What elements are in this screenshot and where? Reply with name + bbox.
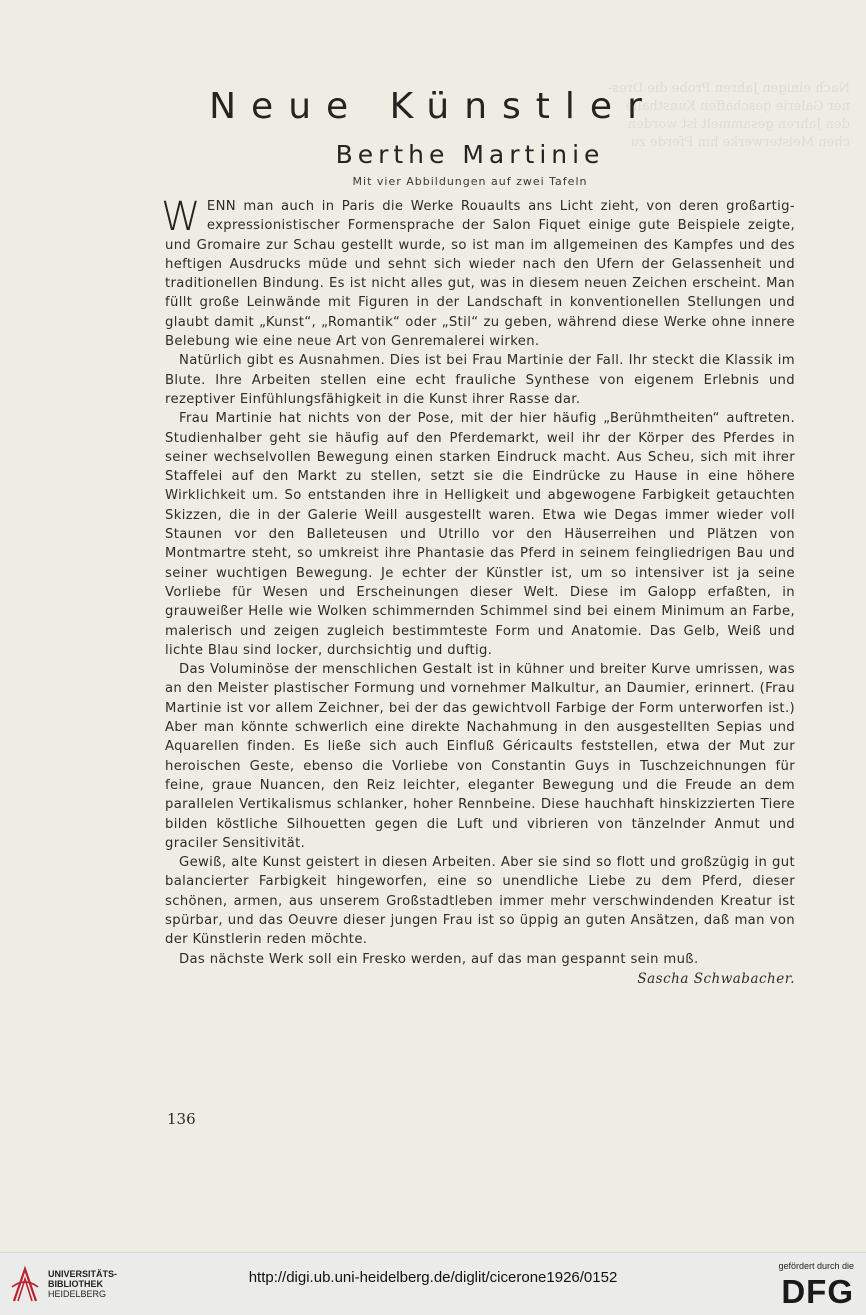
paragraph: Das Voluminöse der menschlichen Gestalt ist in kühner und breiter Kurve umrissen, was an den Meister plastischer Formung und vornehmer Malkultur, an Daumier, erinnert. (Frau Martinie ist vor allem Zeichner, bei der das gewichtvoll Farbige der Form unterworfen ist.) Aber man könnte schwerlich eine direkte Nachahmung in den ausgestellten Sepias und Aquarellen finden. Es ließe sich auch Einfluß Géricaults feststellen, etwa der Mut zur heroischen Geste, ebenso die Vorliebe von Constantin Guys in Tuschzeichnungen für feine, graue Nuancen, den Reiz leichter, eleganter Bewegung und die Freude an dem parallelen Vertikalismus schlanker, hoher Rennbeine. Diese hauchhaft hinskizzierten Tiere bilden köstliche Silhouetten gegen die Luft und vibrieren von tänzelnder Anmut und graciler Sensitivität. bbox=[165, 662, 795, 851]
bleed-through-text: Nach einigen Jahren Probe die Dres- ner Galerie geschaffen Kunsthalle den Jahren gesammelt ist worden chen Meisterwerke hin Pferde zu bbox=[607, 81, 850, 150]
funding-note: gefördert durch die bbox=[778, 1261, 854, 1271]
paragraph: Gewiß, alte Kunst geistert in diesen Arbeiten. Aber sie sind so flott und großzügig in gut balancierter Farbigkeit hingeworfen, eine so unendliche Liebe zu dem Pferd, dieser schönen, armen, aus unserem Großstadtleben immer mehr verschwindenden Kreatur ist spürbar, und das Oeuvre dieser jungen Frau ist so üppig an guten Ansätzen, daß man von der Künstlerin reden möchte. bbox=[165, 855, 795, 948]
author-signature: Sascha Schwabacher. bbox=[637, 970, 795, 987]
dfg-logo-icon[interactable]: DFG bbox=[781, 1273, 854, 1310]
paragraph: Natürlich gibt es Ausnahmen. Dies ist bei Frau Martinie der Fall. Ihr steckt die Klassik im Blute. Ihre Arbeiten stellen eine echt frauliche Synthese von eigenem Erlebnis und rezeptiver Einfühlungsfähigkeit in die Kunst ihrer Rasse dar. bbox=[165, 353, 795, 407]
digital-library-url[interactable]: http://digi.ub.uni-heidelberg.de/diglit/cicerone1926/0152 bbox=[248, 1269, 618, 1286]
paragraph: Das nächste Werk soll ein Fresko werden, auf das man gespannt sein muß. bbox=[179, 951, 699, 967]
article-subtitle: Berthe Martinie bbox=[335, 140, 605, 169]
drop-cap: W bbox=[161, 194, 201, 240]
library-name[interactable]: UNIVERSITÄTS- BIBLIOTHEK HEIDELBERG bbox=[48, 1269, 118, 1299]
page-number: 136 bbox=[167, 1110, 196, 1128]
article-title: Neue Künstler bbox=[209, 86, 657, 127]
footer-bar bbox=[0, 1252, 866, 1315]
article-byline: Mit vier Abbildungen auf zwei Tafeln bbox=[352, 175, 588, 188]
paragraph: WENN man auch in Paris die Werke Rouaults ans Licht zieht, von deren großartig-expressionistischer Formensprache der Salon Fiquet einige gute Beispiele zeigte, und Gromaire zur Schau gestellt wurde, so ist man im allgemeinen des Kampfes und des heftigen Ausdrucks müde und sehnt sich wieder nach den Ufern der Gelassenheit und traditionellen Bindung. Es ist nicht alles gut, was in diesem neuen Zeichen erscheint. Man füllt große Leinwände mit Figuren in der Landschaft in konventionellen Stellungen und glaubt damit „Kunst“, „Romantik“ oder „Stil“ zu geben, während diese Werke ohne innere Belebung wie eine neue Art von Genremalerei wirken. bbox=[161, 194, 795, 350]
paragraph: Frau Martinie hat nichts von der Pose, mit der hier häufig „Berühmtheiten“ auftreten. Studienhalber geht sie häufig auf den Pferdemarkt, weil ihr der Körper des Pferdes in seiner wechselvollen Bewegung einen starken Eindruck macht. Aus Scheu, sich mit ihrer Staffelei auf den Markt zu stellen, setzt sie die Eindrücke zu Hause in eine höhere Wirklichkeit um. So entstanden ihre in Helligkeit und abgewogene Farbigkeit getauchten Skizzen, die in der Galerie Weill ausgestellt waren. Etwa wie Degas immer wieder voll Staunen vor den Balleteusen und Utrillo vor den Häuserreihen und Plätzen von Montmartre steht, so umkreist ihre Phantasie das Pferd in seinem feingliedrigen Bau und seiner wuchtigen Bewegung. Je echter der Künstler ist, um so intensiver ist ja seine Vorliebe für Wesen und Erscheinungen dieser Welt. Diese im Galopp erfaßten, in grauweißer Helle wie Wolken schimmernden Schimmel sind bei einem Minimum an Farbe, malerisch und zeigen zugleich bestimmteste Form und Anatomie. Das Gelb, Weiß und lichte Blau sind locker, durchsichtig und duftig. bbox=[165, 411, 795, 658]
article-body bbox=[161, 194, 795, 989]
